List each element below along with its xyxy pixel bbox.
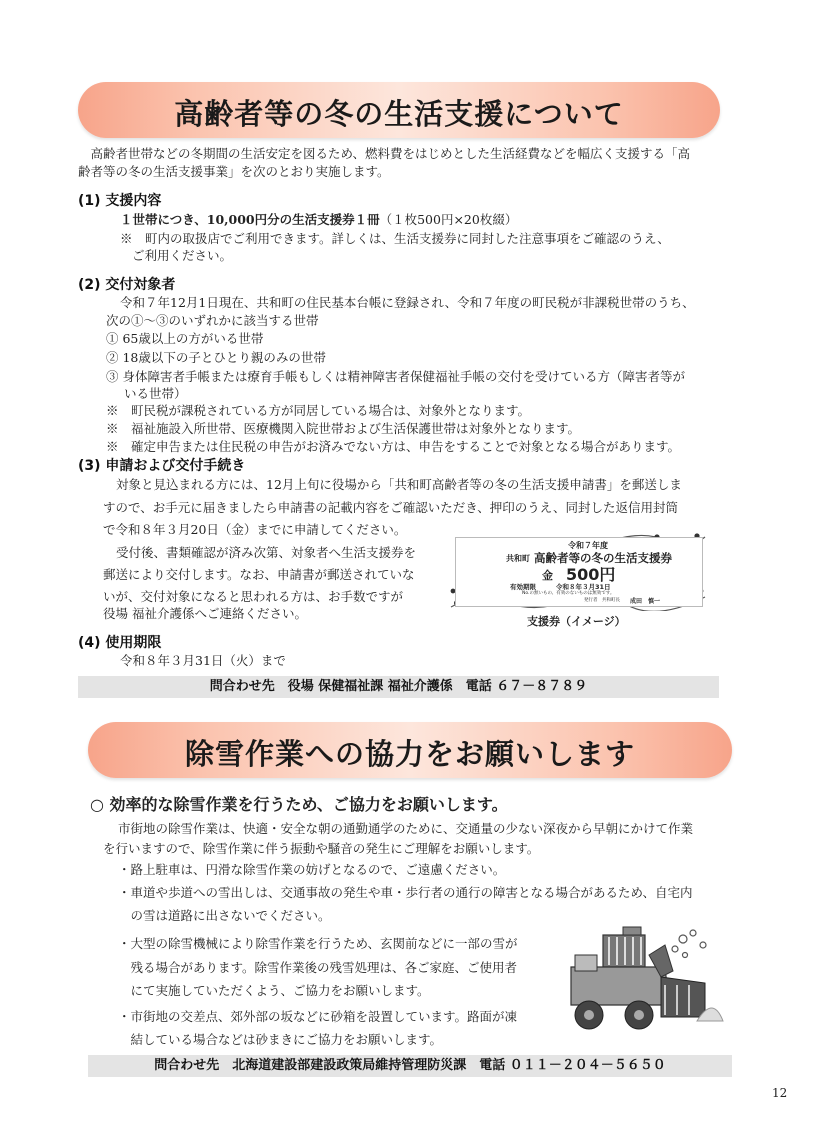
- coupon-valid-label: 有効期限: [510, 583, 536, 591]
- coupon-amount: 500円: [566, 565, 616, 584]
- sub2-heading: (2) 交付対象者: [78, 277, 176, 293]
- bullet-4-cont: 結している場合などは砂まきにご協力をお願いします。: [118, 1032, 443, 1047]
- coupon-year: 令和７年度: [568, 541, 608, 550]
- bullet-3-cont-1: 残る場合があります。除雪作業後の残雪処理は、各ご家庭、ご使用者: [118, 960, 518, 975]
- sub3-line-6: いが、交付対象になると思われる方は、お手数ですが: [103, 589, 404, 604]
- coupon-image: [447, 531, 709, 611]
- page-number: 12: [772, 1086, 788, 1100]
- sub2-line-9: ※ 確定申告または住民税の申告がお済みでない方は、申告をすることで対象となる場合があります。: [106, 439, 681, 454]
- coupon-amount-prefix: 金: [542, 569, 553, 582]
- sub1-heading: (1) 支援内容: [78, 193, 162, 209]
- section2-intro-2: を行いますので、除雪作業に伴う振動や騒音の発生にご理解をお願いします。: [103, 841, 540, 856]
- snowplow-illustration: [565, 925, 725, 1035]
- sub1-main-text: １世帯につき、10,000円分の生活支援券１冊: [120, 212, 380, 227]
- coupon-fine-print: No.の無いもの、有効のないものは無効です。: [522, 591, 615, 596]
- coupon-mayor: 成田 慎一: [630, 598, 661, 605]
- sub2-line-7: ※ 町民税が課税されている方が同居している場合は、対象外となります。: [106, 403, 531, 418]
- section2-intro-1: 市街地の除雪作業は、快適・安全な朝の通勤通学のために、交通量の少ない深夜から早朝にかけて作業: [118, 821, 694, 836]
- coupon-valid-date: 令和８年３月31日: [556, 583, 611, 591]
- sub2-line-5: ③ 身体障害者手帳または療育手帳もしくは精神障害者保健福祉手帳の交付を受けている方（障害者等が: [106, 369, 685, 384]
- sub4-line: 令和８年３月31日（火）まで: [120, 653, 286, 668]
- sub3-line-1: 対象と見込まれる方には、12月上旬に役場から「共和町高齢者等の冬の生活支援申請書」を郵送しま: [116, 477, 682, 492]
- sub1-main: [120, 211, 517, 229]
- section1-intro-2: 齢者等の冬の生活支援事業」を次のとおり実施します。: [78, 164, 390, 179]
- section2-heading: ○ 効率的な除雪作業を行うため、ご協力をお願いします。: [90, 795, 508, 814]
- sub3-line-3: で令和８年３月20日（金）までに申請してください。: [103, 522, 407, 537]
- section1-banner: [78, 82, 720, 138]
- bullet-3-cont-2: にて実施していただくよう、ご協力をお願いします。: [118, 983, 430, 998]
- sub3-line-2: すので、お手元に届きましたら申請書の記載内容をご確認いただき、押印のうえ、同封した返信用封筒: [103, 500, 679, 515]
- coupon-caption: 支援券（イメージ）: [527, 615, 626, 628]
- sub3-line-4: 受付後、書類確認が済み次第、対象者へ生活支援券を: [116, 545, 417, 560]
- sub3-line-7: 役場 福祉介護係へご連絡ください。: [103, 606, 307, 621]
- sub3-line-5: 郵送により交付します。なお、申請書が郵送されていな: [103, 567, 415, 582]
- sub1-note-1: ※ 町内の取扱店でご利用できます。詳しくは、生活支援券に同封した注意事項をご確認のうえ、: [120, 231, 670, 246]
- sub4-heading: (4) 使用期限: [78, 635, 162, 651]
- sub2-line-2: 次の①～③のいずれかに該当する世帯: [106, 313, 319, 328]
- bullet-4: ・市街地の交差点、郊外部の坂などに砂箱を設置しています。路面が凍: [118, 1009, 518, 1024]
- bullet-1: ・路上駐車は、円滑な除雪作業の妨げとなるので、ご遠慮ください。: [118, 862, 506, 877]
- bullet-2-cont: の雪は道路に出さないでください。: [118, 908, 331, 923]
- coupon-town: 共和町: [506, 554, 530, 563]
- sub2-line-4: ② 18歳以下の子とひとり親のみの世帯: [106, 350, 326, 365]
- sub2-line-6: いる世帯）: [124, 386, 187, 401]
- section1-intro-1: 高齢者世帯などの冬期間の生活安定を図るため、燃料費をはじめとした生活経費などを幅広く支援する「高: [78, 146, 691, 161]
- sub2-line-1: 令和７年12月1日現在、共和町の住民基本台帳に登録され、令和７年度の町民税が非課税世帯のうち、: [120, 295, 695, 310]
- coupon-title: 高齢者等の冬の生活支援券: [534, 551, 672, 565]
- sub3-heading: (3) 申請および交付手続き: [78, 458, 246, 474]
- section2-title: 除雪作業への協力をお願いします: [184, 737, 635, 771]
- sub1-main-note: （１枚500円×20枚綴）: [379, 212, 518, 227]
- section1-contact: 問合わせ先 役場 保健福祉課 福祉介護係 電話 ６７－８７８９: [78, 676, 719, 698]
- sub2-line-3: ① 65歳以上の方がいる世帯: [106, 331, 264, 346]
- coupon-issuer: 発行者 共和町長: [584, 598, 620, 603]
- bullet-3: ・大型の除雪機械により除雪作業を行うため、玄関前などに一部の雪が: [118, 936, 518, 951]
- bullet-2: ・車道や歩道への雪出しは、交通事故の発生や車・歩行者の通行の障害となる場合があるため、自宅内: [118, 885, 693, 900]
- section1-title: 高齢者等の冬の生活支援について: [174, 97, 624, 131]
- sub2-line-8: ※ 福祉施設入所世帯、医療機関入院世帯および生活保護世帯は対象外となります。: [106, 421, 581, 436]
- sub1-note-2: ご利用ください。: [132, 248, 233, 263]
- section2-banner: [88, 722, 732, 778]
- section2-contact: 問合わせ先 北海道建設部建設政策局維持管理防災課 電話 ０１１－２０４－５６５０: [88, 1055, 732, 1077]
- coupon-box: [455, 537, 703, 607]
